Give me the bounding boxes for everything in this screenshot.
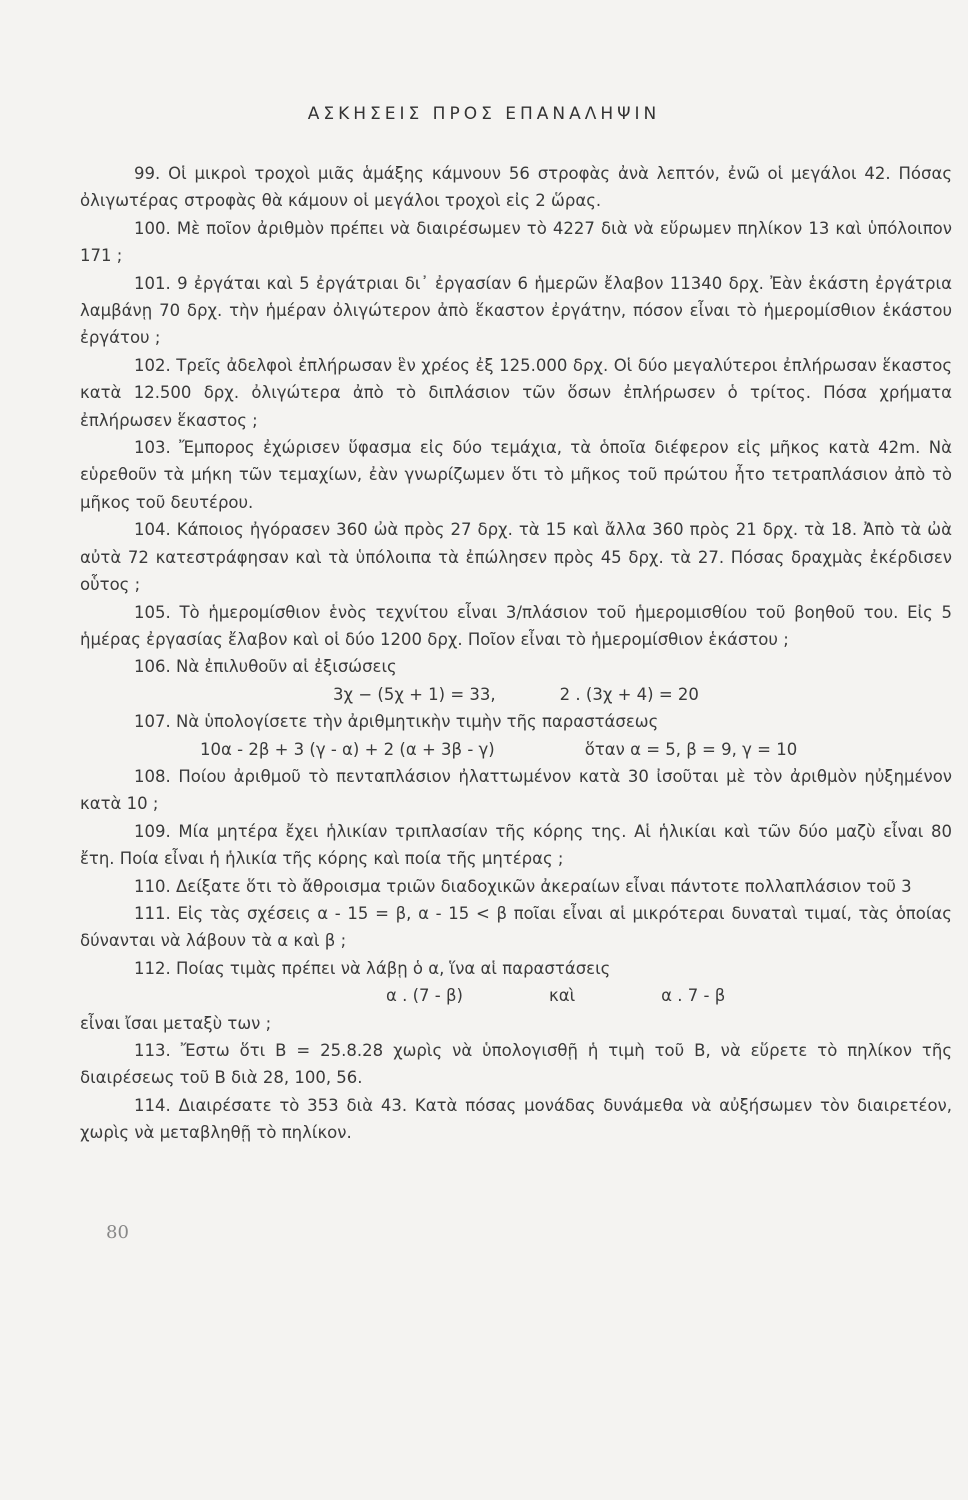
exercise-99: 99. Οἱ μικροὶ τροχοὶ μιᾶς ἁμάξης κάμνουν 56 στροφὰς ἀνὰ λεπτόν, ἐνῶ οἱ μεγάλοι 42. Πόσας ὀλιγωτέρας στροφὰς θὰ κάμουν οἱ μεγάλοι τροχοὶ εἰς 2 ὥρας. xyxy=(80,164,952,211)
expression: α . 7 - β xyxy=(661,986,726,1006)
page-title: ΑΣΚΗΣΕΙΣ ΠΡΟΣ ΕΠΑΝΑΛΗΨΙΝ xyxy=(307,104,661,124)
equations-106 xyxy=(80,681,952,708)
expressions-112 xyxy=(80,982,952,1009)
expression-107 xyxy=(80,736,952,763)
exercise-107: 107. Νὰ ὑπολογίσετε τὴν ἀριθμητικὴν τιμὴν τῆς παραστάσεως xyxy=(134,712,659,732)
conjunction: καὶ xyxy=(548,986,576,1006)
exercise-103: 103. Ἔμπορος ἐχώρισεν ὕφασμα εἰς δύο τεμάχια, τὰ ὁποῖα διέφερον εἰς μῆκος κατὰ 42m. Νὰ εὑρεθοῦν τὰ μήκη τῶν τεμαχίων, ἐὰν γνωρίζωμεν ὅτι τὸ μῆκος τοῦ πρώτου ἦτο τετραπλάσιον ἀπὸ τὸ μῆκος τοῦ δευτέρου. xyxy=(80,438,952,512)
page-number: 80 xyxy=(106,1222,129,1243)
exercise-114: 114. Διαιρέσατε τὸ 353 διὰ 43. Κατὰ πόσας μονάδας δυνάμεθα νὰ αὐξήσωμεν τὸν διαιρετέον, χωρὶς νὰ μεταβληθῇ τὸ πηλίκον. xyxy=(80,1095,952,1143)
exercise-106: 106. Νὰ ἐπιλυθοῦν αἱ ἐξισώσεις xyxy=(134,657,397,677)
exercise-102: 102. Τρεῖς ἀδελφοὶ ἐπλήρωσαν ἓν χρέος ἐξ 125.000 δρχ. Οἱ δύο μεγαλύτεροι ἐπλήρωσαν ἕκαστος κατὰ 12.500 δρχ. ὀλιγώτερα ἀπὸ τὸ διπλάσιον τῶν ὅσων ἐπλήρωσεν ὁ τρίτος. Πόσα χρήματα ἐπλήρωσεν ἕκαστος ; xyxy=(80,355,952,430)
exercise-109: 109. Μία μητέρα ἔχει ἡλικίαν τριπλασίαν τῆς κόρης της. Αἱ ἡλικίαι καὶ τῶν δύο μαζὺ εἶναι 80 ἔτη. Ποία εἶναι ἡ ἡλικία τῆς κόρης καὶ ποία τῆς μητέρας ; xyxy=(80,821,953,869)
exercise-111: 111. Εἰς τὰς σχέσεις α - 15 = β, α - 15 < β ποῖαι εἶναι αἱ μικρότεραι δυναταὶ τιμαί, τὰς ὁποίας δύνανται νὰ λάβουν τὰ α καὶ β ; xyxy=(80,903,952,951)
exercise-105: 105. Τὸ ἡμερομίσθιον ἑνὸς τεχνίτου εἶναι 3/πλάσιον τοῦ ἡμερομισθίου τοῦ βοηθοῦ του. Εἰς 5 ἡμέρας ἐργασίας ἔλαβον καὶ οἱ δύο 1200 δρχ. Ποῖον εἶναι τὸ ἡμερομίσθιον ἑκάστου ; xyxy=(80,602,952,649)
exercise-100: 100. Μὲ ποῖον ἀριθμὸν πρέπει νὰ διαιρέσωμεν τὸ 4227 διὰ νὰ εὕρωμεν πηλίκον 13 καὶ ὑπόλοιπον 171 ; xyxy=(80,218,952,266)
equation: 2 . (3χ + 4) = 20 xyxy=(559,684,699,704)
equation: 3χ − (5χ + 1) = 33, xyxy=(333,684,496,704)
exercise-113: 113. Ἔστω ὅτι Β = 25.8.28 χωρὶς νὰ ὑπολογισθῇ ἡ τιμὴ τοῦ Β, νὰ εὕρετε τὸ πηλίκον τῆς διαιρέσεως τοῦ Β διὰ 28, 100, 56. xyxy=(80,1041,953,1088)
exercise-110: 110. Δείξατε ὅτι τὸ ἄθροισμα τριῶν διαδοχικῶν ἀκεραίων εἶναι πάντοτε πολλαπλάσιον τοῦ 3 xyxy=(134,876,912,896)
exercise-112-tail: εἶναι ἴσαι μεταξὺ των ; xyxy=(80,1013,272,1033)
exercise-112: 112. Ποίας τιμὰς πρέπει νὰ λάβῃ ὁ α, ἵνα αἱ παραστάσεις xyxy=(134,958,611,978)
expression: α . (7 - β) xyxy=(386,986,463,1006)
exercise-104: 104. Κάποιος ἠγόρασεν 360 ὠὰ πρὸς 27 δρχ. τὰ 15 καὶ ἄλλα 360 πρὸς 21 δρχ. τὰ 18. Ἀπὸ τὰ ὠὰ αὐτὰ 72 κατεστράφησαν καὶ τὰ ὑπόλοιπα τὰ ἐπώλησεν πρὸς 45 δρχ. τὰ 27. Πόσας δραχμὰς ἐκέρδισεν οὗτος ; xyxy=(80,520,952,595)
exercise-101: 101. 9 ἐργάται καὶ 5 ἐργάτριαι δι᾽ ἐργασίαν 6 ἡμερῶν ἔλαβον 11340 δρχ. Ἐὰν ἑκάστη ἐργάτρια λαμβάνῃ 70 δρχ. τὴν ἡμέραν ὀλιγώτερον ἀπὸ ἕκαστον ἐργάτην, πόσον εἶναι τὸ ἡμερομίσθιον ἑκάστου ἐργάτου ; xyxy=(80,273,952,348)
expression: 10α - 2β + 3 (γ - α) + 2 (α + 3β - γ) xyxy=(200,739,495,759)
exercise-108: 108. Ποίου ἀριθμοῦ τὸ πενταπλάσιον ἠλαττωμένον κατὰ 30 ἰσοῦται μὲ τὸν ἀριθμὸν ηὐξημένον κατὰ 10 ; xyxy=(80,766,953,814)
expression-condition: ὅταν α = 5, β = 9, γ = 10 xyxy=(584,739,798,759)
exercise-text xyxy=(80,160,952,1147)
